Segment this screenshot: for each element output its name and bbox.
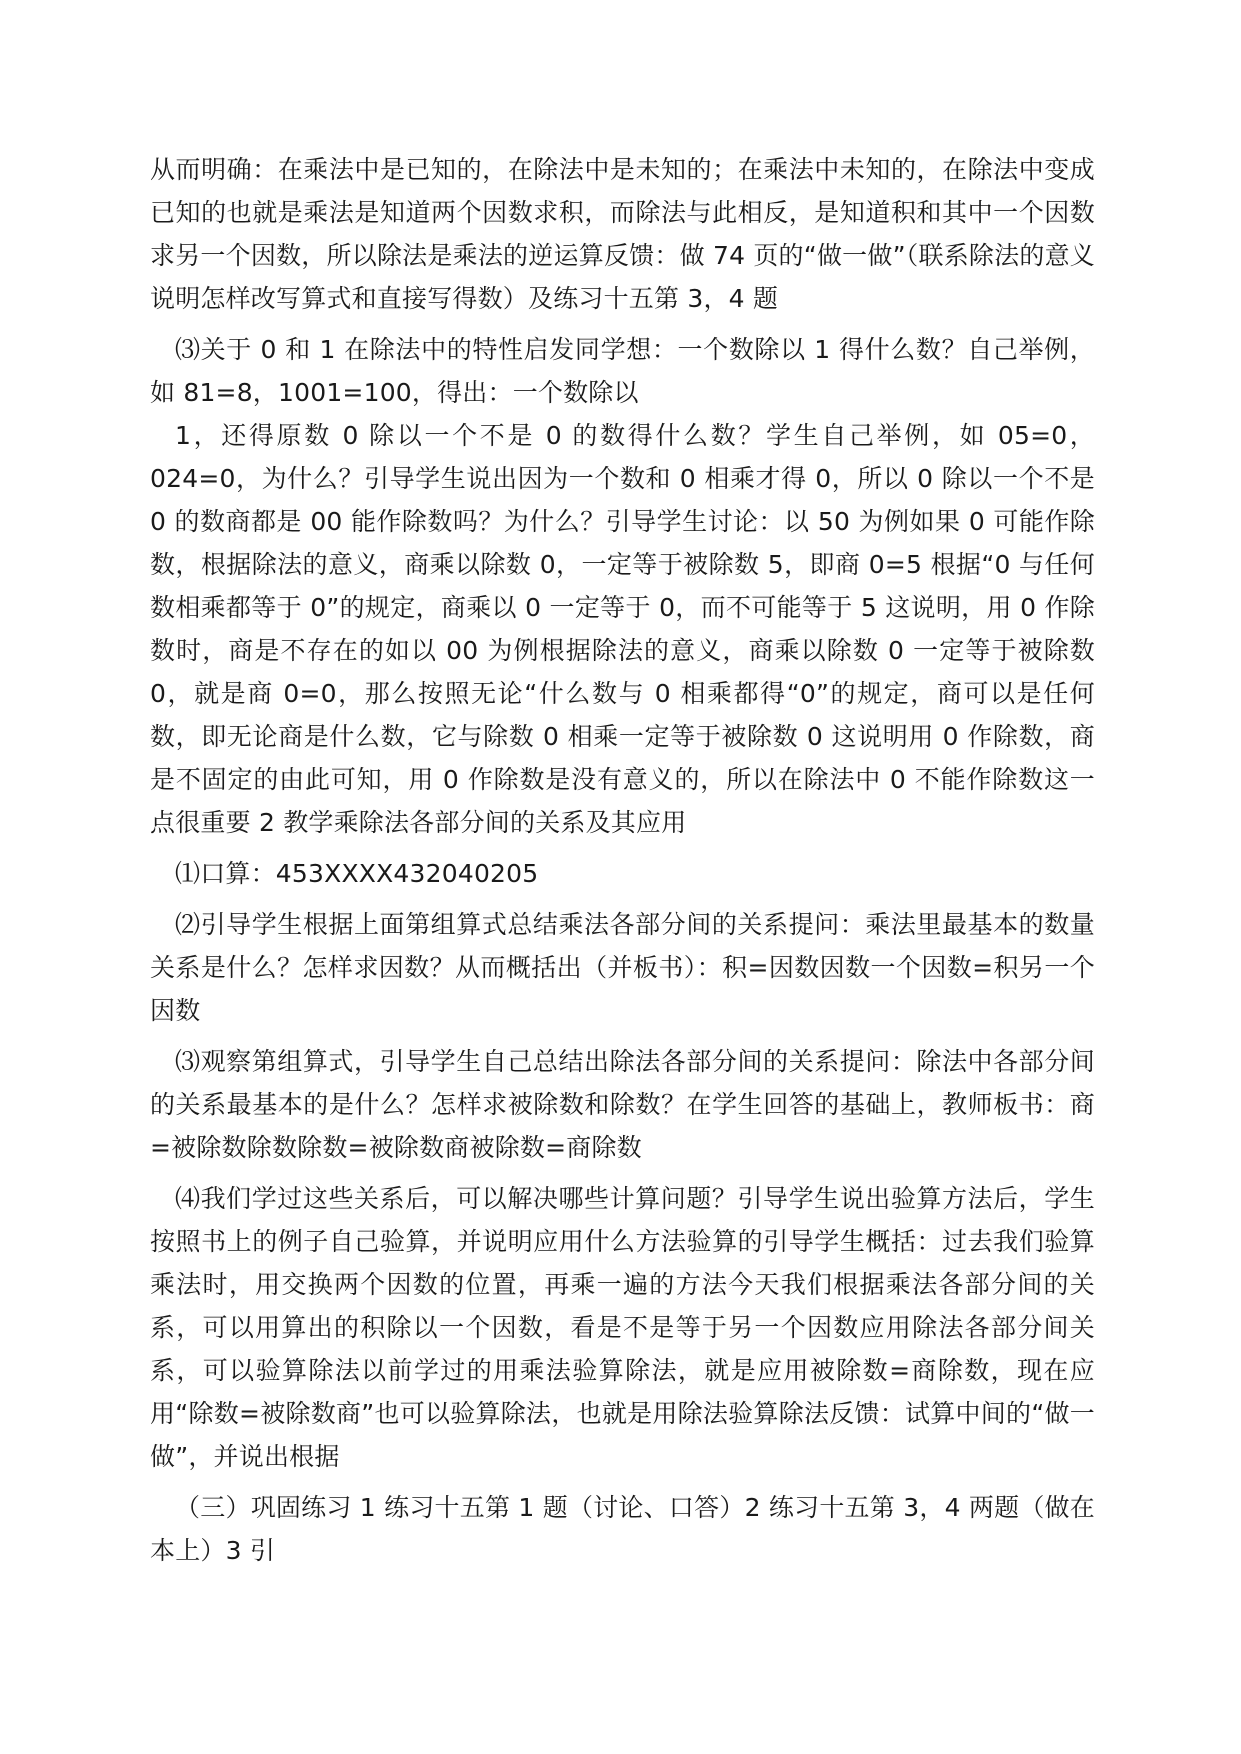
- paragraph-practice: （三）巩固练习 1 练习十五第 1 题（讨论、口答）2 练习十五第 3，4 两题（做在本上）3 引: [150, 1493, 1095, 1565]
- paragraph-multiplication-relations: ⑵引导学生根据上面第组算式总结乘法各部分间的关系提问：乘法里最基本的数量关系是什么？怎样求因数？从而概括出（并板书）：积=因数因数一个因数=积另一个因数: [150, 910, 1095, 1025]
- paragraph-conclusion: 从而明确：在乘法中是已知的，在除法中是未知的；在乘法中未知的，在除法中变成已知的也就是乘法是知道两个因数求积，而除法与此相反，是知道积和其中一个因数求另一个因数，所以除法是乘法的逆运算反馈：做 74 页的“做一做”（联系除法的意义说明怎样改写算式和直接写得数）及练习十五第 3，4 题: [150, 155, 1095, 313]
- document-body: [150, 148, 1095, 1572]
- paragraph-verification: ⑷我们学过这些关系后，可以解决哪些计算问题？引导学生说出验算方法后，学生按照书上的例子自己验算，并说明应用什么方法验算的引导学生概括：过去我们验算乘法时，用交换两个因数的位置，再乘一遍的方法今天我们根据乘法各部分间的关系，可以用算出的积除以一个因数，看是不是等于另一个因数应用除法各部分间关系，可以验算除法以前学过的用乘法验算除法，就是应用被除数=商除数，现在应用“除数=被除数商”也可以验算除法，也就是用除法验算除法反馈：试算中间的“做一做”，并说出根据: [150, 1184, 1095, 1471]
- paragraph-zero-divisor: 1，还得原数 0 除以一个不是 0 的数得什么数？学生自己举例，如 05=0，024=0，为什么？引导学生说出因为一个数和 0 相乘才得 0，所以 0 除以一个不是 0 的数商都是 00 能作除数吗？为什么？引导学生讨论：以 50 为例如果 0 可能作除数，根据除法的意义，商乘以除数 0，一定等于被除数 5，即商 0=5 根据“0 与任何数相乘都等于 0”的规定，商乘以 0 一定等于 0，而不可能等于 5 这说明，用 0 作除数时，商是不存在的如以 00 为例根据除法的意义，商乘以除数 0 一定等于被除数 0，就是商 0=0，那么按照无论“什么数与 0 相乘都得“0”的规定，商可以是任何数，即无论商是什么数，它与除数 0 相乘一定等于被除数 0 这说明用 0 作除数，商是不固定的由此可知，用 0 作除数是没有意义的，所以在除法中 0 不能作除数这一点很重要 2 教学乘除法各部分间的关系及其应用: [150, 421, 1095, 837]
- paragraph-mental-math: ⑴口算：453XXXX432040205: [175, 859, 539, 888]
- paragraph-zero-one-properties: ⑶关于 0 和 1 在除法中的特性启发同学想：一个数除以 1 得什么数？自己举例，如 81=8，1001=100，得出：一个数除以: [150, 335, 1095, 407]
- paragraph-division-relations: ⑶观察第组算式，引导学生自己总结出除法各部分间的关系提问：除法中各部分间的关系最基本的是什么？怎样求被除数和除数？在学生回答的基础上，教师板书：商=被除数除数除数=被除数商被除数=商除数: [150, 1047, 1095, 1162]
